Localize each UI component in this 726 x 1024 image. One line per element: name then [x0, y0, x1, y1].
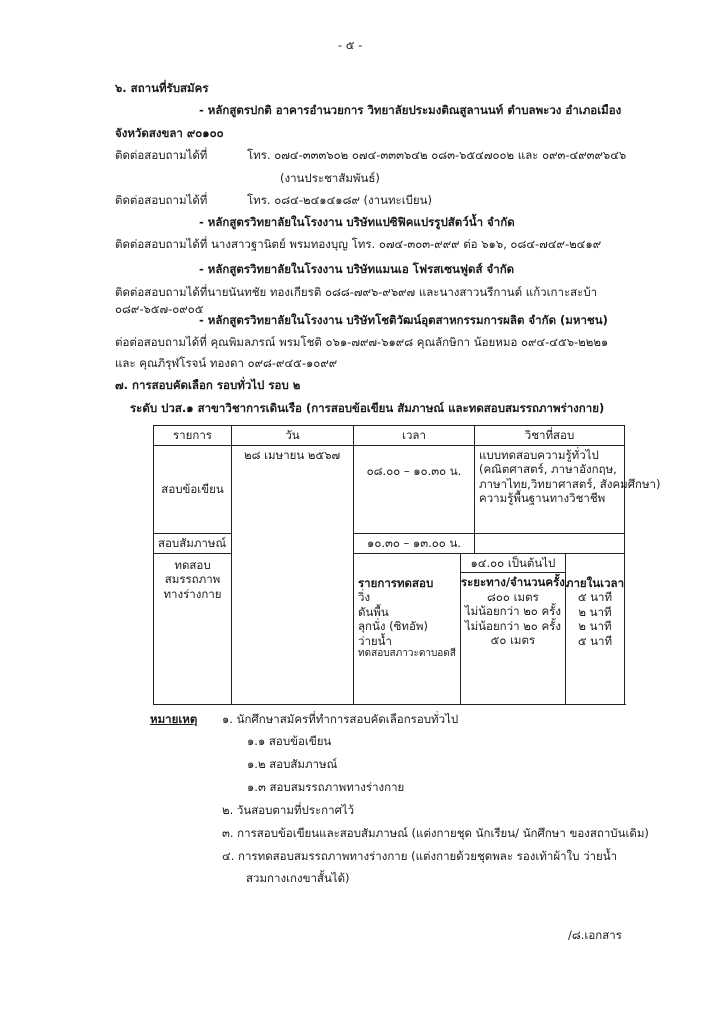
- factory2-title: - หลักสูตรวิทยาลัยในโรงงาน บริษัทแมนเอ โฟรสเซนฟูดส์ จำกัด: [199, 262, 515, 276]
- header-day: วัน: [232, 426, 354, 446]
- regular-course-location: - หลักสูตรปกติ อาคารอำนวยการ วิทยาลัยประมงติณสูลานนท์ ตำบลพะวง อำเภอเมือง: [199, 103, 622, 117]
- table-row-interview: [154, 534, 625, 554]
- timelimit-value: ๒ นาที: [578, 604, 612, 619]
- contact1-phones: โทร. ๐๗๔-๓๓๓๖๐๒ ๐๗๔-๓๓๓๖๔๒ ๐๘๓-๖๕๔๗๐๐๒ และ ๐๙๓-๔๙๓๙๖๔๖: [247, 148, 627, 162]
- fitness-detail-cell: [354, 554, 625, 705]
- fitness-item: ทดสอบสภาวะตาบอดสี: [358, 647, 456, 659]
- section7-title: ๗. การสอบคัดเลือก รอบทั่วไป รอบ ๒: [115, 378, 301, 392]
- fitness-label-line: สมรรถภาพ: [164, 572, 221, 587]
- interview-time: ๑๐.๓๐ – ๑๓.๐๐ น.: [354, 534, 475, 554]
- exam-schedule-table: [153, 425, 661, 705]
- fitness-item: ดันพื้น: [358, 604, 389, 619]
- fitness-label-cell: [154, 554, 232, 705]
- distance-value: ไม่น้อยกว่า ๒๐ ครั้ง: [464, 618, 561, 633]
- note-4-line1: ๔. การทดสอบสมรรถภาพทางร่างกาย (แต่งกายด้วยชุดพละ รองเท้าผ้าใบ ว่ายน้ำ: [222, 849, 618, 863]
- distance-value: ๘๐๐ เมตร: [487, 589, 539, 604]
- factory1-contact: ติดต่อสอบถามได้ที่ นางสาวฐานิตย์ พรมทองบุญ โทร. ๐๗๔-๓๐๓-๙๙๙ ต่อ ๖๑๖, ๐๘๔-๗๔๙-๒๔๑๙: [115, 237, 602, 251]
- factory3-contact-line2: และ คุณภิรุฬโรจน์ ทองดา ๐๙๘-๙๔๕-๑๐๙๙: [115, 356, 338, 370]
- notes-label: หมายเหตุ: [150, 712, 198, 726]
- contact1-label: ติดต่อสอบถามได้ที่: [115, 148, 208, 162]
- table-header-row: [154, 426, 625, 446]
- factory2-contact-line1: ติดต่อสอบถามได้ที่นายนันทชัย ทองเกียรติ ๐๘๘-๗๙๖-๙๖๙๗ และนางสาวนรีกานต์ แก้วเกาะสะบ้า: [115, 285, 598, 299]
- distance-header: ระยะทาง/จำนวนครั้ง: [460, 575, 565, 590]
- footer-reference: /๘.เอกสาร: [568, 928, 622, 942]
- written-subject-line: ภาษาไทย,วิทยาศาสตร์, สังคมศึกษา): [479, 476, 661, 491]
- factory2-contact-line2: ๐๘๙-๖๕๗-๐๙๐๕: [115, 302, 204, 316]
- written-subject-line: ความรู้พื้นฐานทางวิชาชีพ: [479, 491, 606, 506]
- written-time: ๐๘.๐๐ – ๑๐.๓๐ น.: [354, 446, 475, 534]
- factory1-title: - หลักสูตรวิทยาลัยในโรงงาน บริษัทแปซิฟิคแปรรูปสัตว์น้ำ จำกัด: [199, 215, 515, 229]
- note-3: ๓. การสอบข้อเขียนและสอบสัมภาษณ์ (แต่งกายชุด นักเรียน/ นักศึกษา ของสถาบันเดิม): [222, 826, 649, 840]
- contact2-phones: โทร. ๐๘๔-๒๔๑๔๑๘๙ (งานทะเบียน): [247, 193, 433, 207]
- fitness-distance-list: [461, 573, 565, 647]
- timelimit-header: ภายในเวลา: [565, 576, 625, 590]
- header-time: เวลา: [354, 426, 475, 446]
- timelimit-value: ๒ นาที: [578, 619, 612, 634]
- exam-date-cell: [232, 446, 354, 705]
- fitness-time: ๑๔.๐๐ เป็นต้นไป: [461, 554, 565, 573]
- fitness-item: ลุกนั่ง (ซิทอัพ): [358, 619, 428, 634]
- fitness-items-header: รายการทดสอบ: [358, 576, 434, 590]
- table-row-written: [154, 446, 625, 534]
- regular-course-province: จังหวัดสงขลา ๙๐๑๐๐: [115, 126, 224, 140]
- written-subject-line: (คณิตศาสตร์, ภาษาอังกฤษ,: [479, 462, 617, 477]
- note-2: ๒. วันสอบตามที่ประกาศไว้: [222, 803, 355, 817]
- timelimit-value: ๕ นาที: [577, 633, 613, 648]
- interview-label: สอบสัมภาษณ์: [154, 534, 232, 554]
- note-1-3: ๑.๓ สอบสมรรถภาพทางร่างกาย: [247, 780, 405, 794]
- header-subject: วิชาที่สอบ: [475, 426, 625, 446]
- note-4-line2: สวมกางเกงขาสั้นได้): [246, 871, 350, 885]
- contact1-note: (งานประชาสัมพันธ์): [280, 171, 380, 185]
- page-number: - ๕ -: [338, 38, 363, 52]
- section6-title: ๖. สถานที่รับสมัคร: [115, 81, 209, 95]
- fitness-label-line: ทางร่างกาย: [163, 586, 222, 601]
- fitness-item: วิ่ง: [358, 590, 371, 605]
- interview-subject-empty: [475, 534, 625, 554]
- contact2-label: ติดต่อสอบถามได้ที่: [115, 193, 208, 207]
- timelimit-value: ๕ นาที: [577, 590, 613, 605]
- fitness-timelimit-col: [565, 554, 624, 704]
- factory3-title: - หลักสูตรวิทยาลัยในโรงงาน บริษัทโชติวัฒน์อุตสาหกรรมการผลิต จำกัด (มหาชน): [199, 313, 608, 327]
- note-1-2: ๑.๒ สอบสัมภาษณ์: [247, 757, 338, 771]
- fitness-item: ว่ายน้ำ: [358, 633, 392, 648]
- fitness-items-col: [354, 554, 460, 704]
- section7-level: ระดับ ปวส.๑ สาขาวิชาการเดินเรือ (การสอบข้อเขียน สัมภาษณ์ และทดสอบสมรรถภาพร่างกาย): [130, 401, 605, 415]
- written-label: สอบข้อเขียน: [154, 446, 232, 534]
- factory3-contact-line1: ต่อต่อสอบถามได้ที่ คุณพิมลภรณ์ พรมโชติ ๐๖๑-๗๙๗-๖๑๙๘ คุณลักษิกา น้อยหมอ ๐๙๔-๔๕๖-๒๒๒๑: [115, 335, 609, 349]
- distance-value: ๕๐ เมตร: [490, 632, 536, 647]
- exam-date: ๒๘ เมษายน ๒๕๖๗: [244, 448, 341, 462]
- distance-value: ไม่น้อยกว่า ๒๐ ครั้ง: [464, 604, 561, 619]
- table-row-fitness: [154, 554, 625, 705]
- note-1-1: ๑.๑ สอบข้อเขียน: [247, 734, 332, 748]
- written-subject-line: แบบทดสอบความรู้ทั่วไป: [479, 448, 599, 462]
- note-1: ๑. นักศึกษาสมัครที่ทำการสอบคัดเลือกรอบทั่วไป: [222, 712, 459, 726]
- fitness-distance-col: [460, 554, 565, 704]
- written-subjects-cell: [475, 446, 661, 534]
- fitness-label-line: ทดสอบ: [174, 558, 211, 572]
- header-item: รายการ: [154, 426, 232, 446]
